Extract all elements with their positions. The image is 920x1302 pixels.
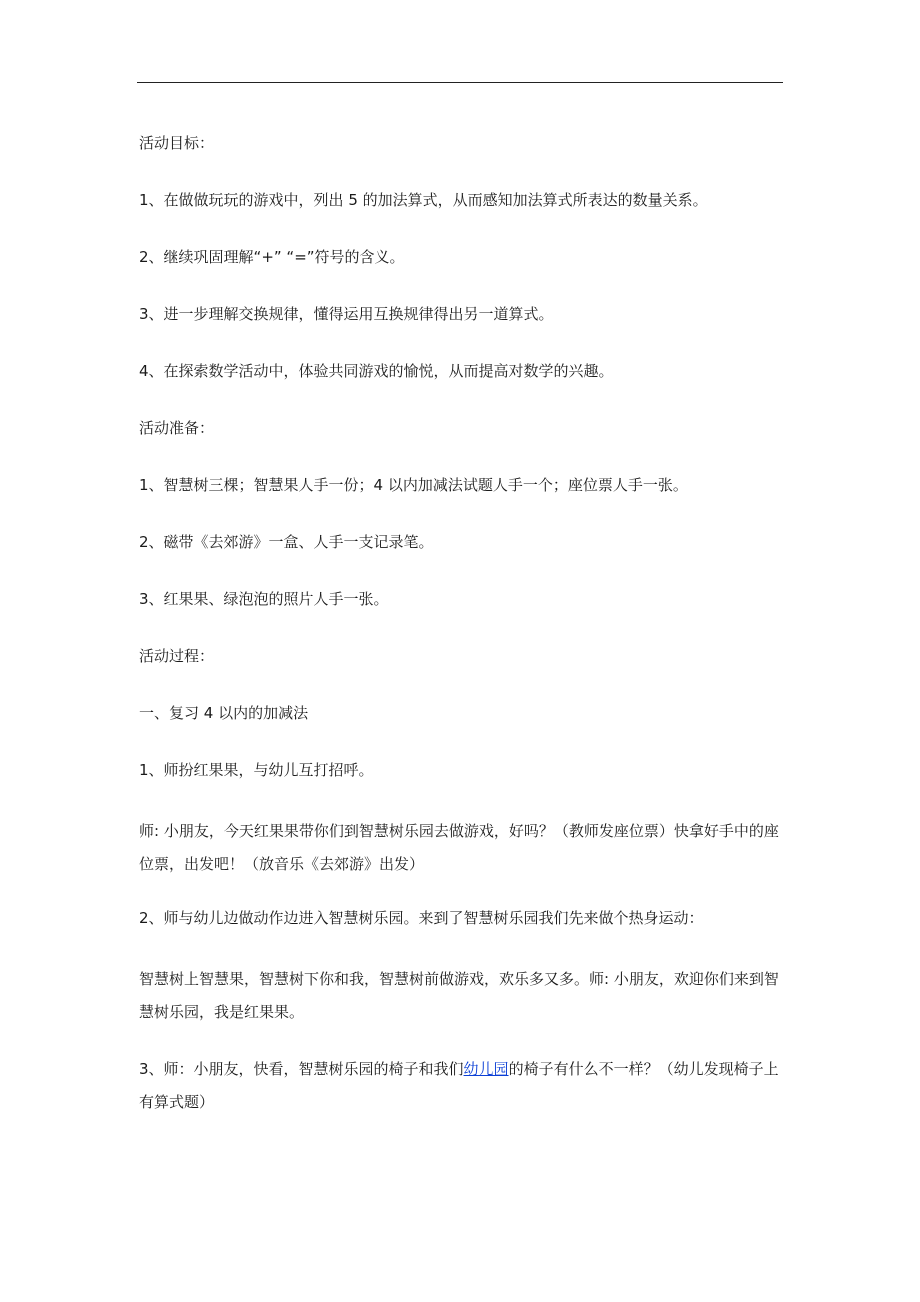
process-step-2-chant: 智慧树上智慧果，智慧树下你和我，智慧树前做游戏，欢乐多又多。师: 小朋友，欢迎你们来到智慧树乐园，我是红果果。	[139, 970, 779, 1021]
kindergarten-link[interactable]: 幼儿园	[463, 1060, 509, 1078]
process-step-3	[139, 1053, 787, 1119]
goal-item-4: 4、在探索数学活动中，体验共同游戏的愉悦，从而提高对数学的兴趣。	[139, 362, 614, 380]
process-step-3-text-after: 的椅子有什么不一样？（幼儿发现椅子上有算式题）	[139, 1060, 779, 1111]
goal-item-2: 2、继续巩固理解“+” “=”符号的含义。	[139, 248, 405, 266]
process-step-1: 1、师扮红果果，与幼儿互打招呼。	[139, 761, 374, 779]
prep-item-1: 1、智慧树三棵；智慧果人手一份；4 以内加减法试题人手一个；座位票人手一张。	[139, 476, 688, 494]
goals-heading: 活动目标：	[139, 134, 215, 152]
process-step-2: 2、师与幼儿边做动作边进入智慧树乐园。来到了智慧树乐园我们先来做个热身运动：	[139, 909, 704, 927]
process-step-3-text-before: 3、师：小朋友，快看，智慧树乐园的椅子和我们	[139, 1060, 464, 1078]
document-body	[139, 130, 787, 1119]
process-heading: 活动过程：	[139, 647, 215, 665]
prep-item-2: 2、磁带《去郊游》一盒、人手一支记录笔。	[139, 533, 434, 551]
header-rule	[137, 82, 783, 83]
process-step-1-dialog: 师: 小朋友，今天红果果带你们到智慧树乐园去做游戏，好吗？（教师发座位票）快拿好手中的座位票，出发吧！（放音乐《去郊游》出发）	[139, 822, 779, 873]
goal-item-3: 3、进一步理解交换规律，懂得运用互换规律得出另一道算式。	[139, 305, 554, 323]
prep-item-3: 3、红果果、绿泡泡的照片人手一张。	[139, 590, 389, 608]
process-subheading-1: 一、复习 4 以内的加减法	[139, 704, 309, 722]
goal-item-1: 1、在做做玩玩的游戏中，列出 5 的加法算式，从而感知加法算式所表达的数量关系。	[139, 191, 708, 209]
prep-heading: 活动准备：	[139, 419, 215, 437]
